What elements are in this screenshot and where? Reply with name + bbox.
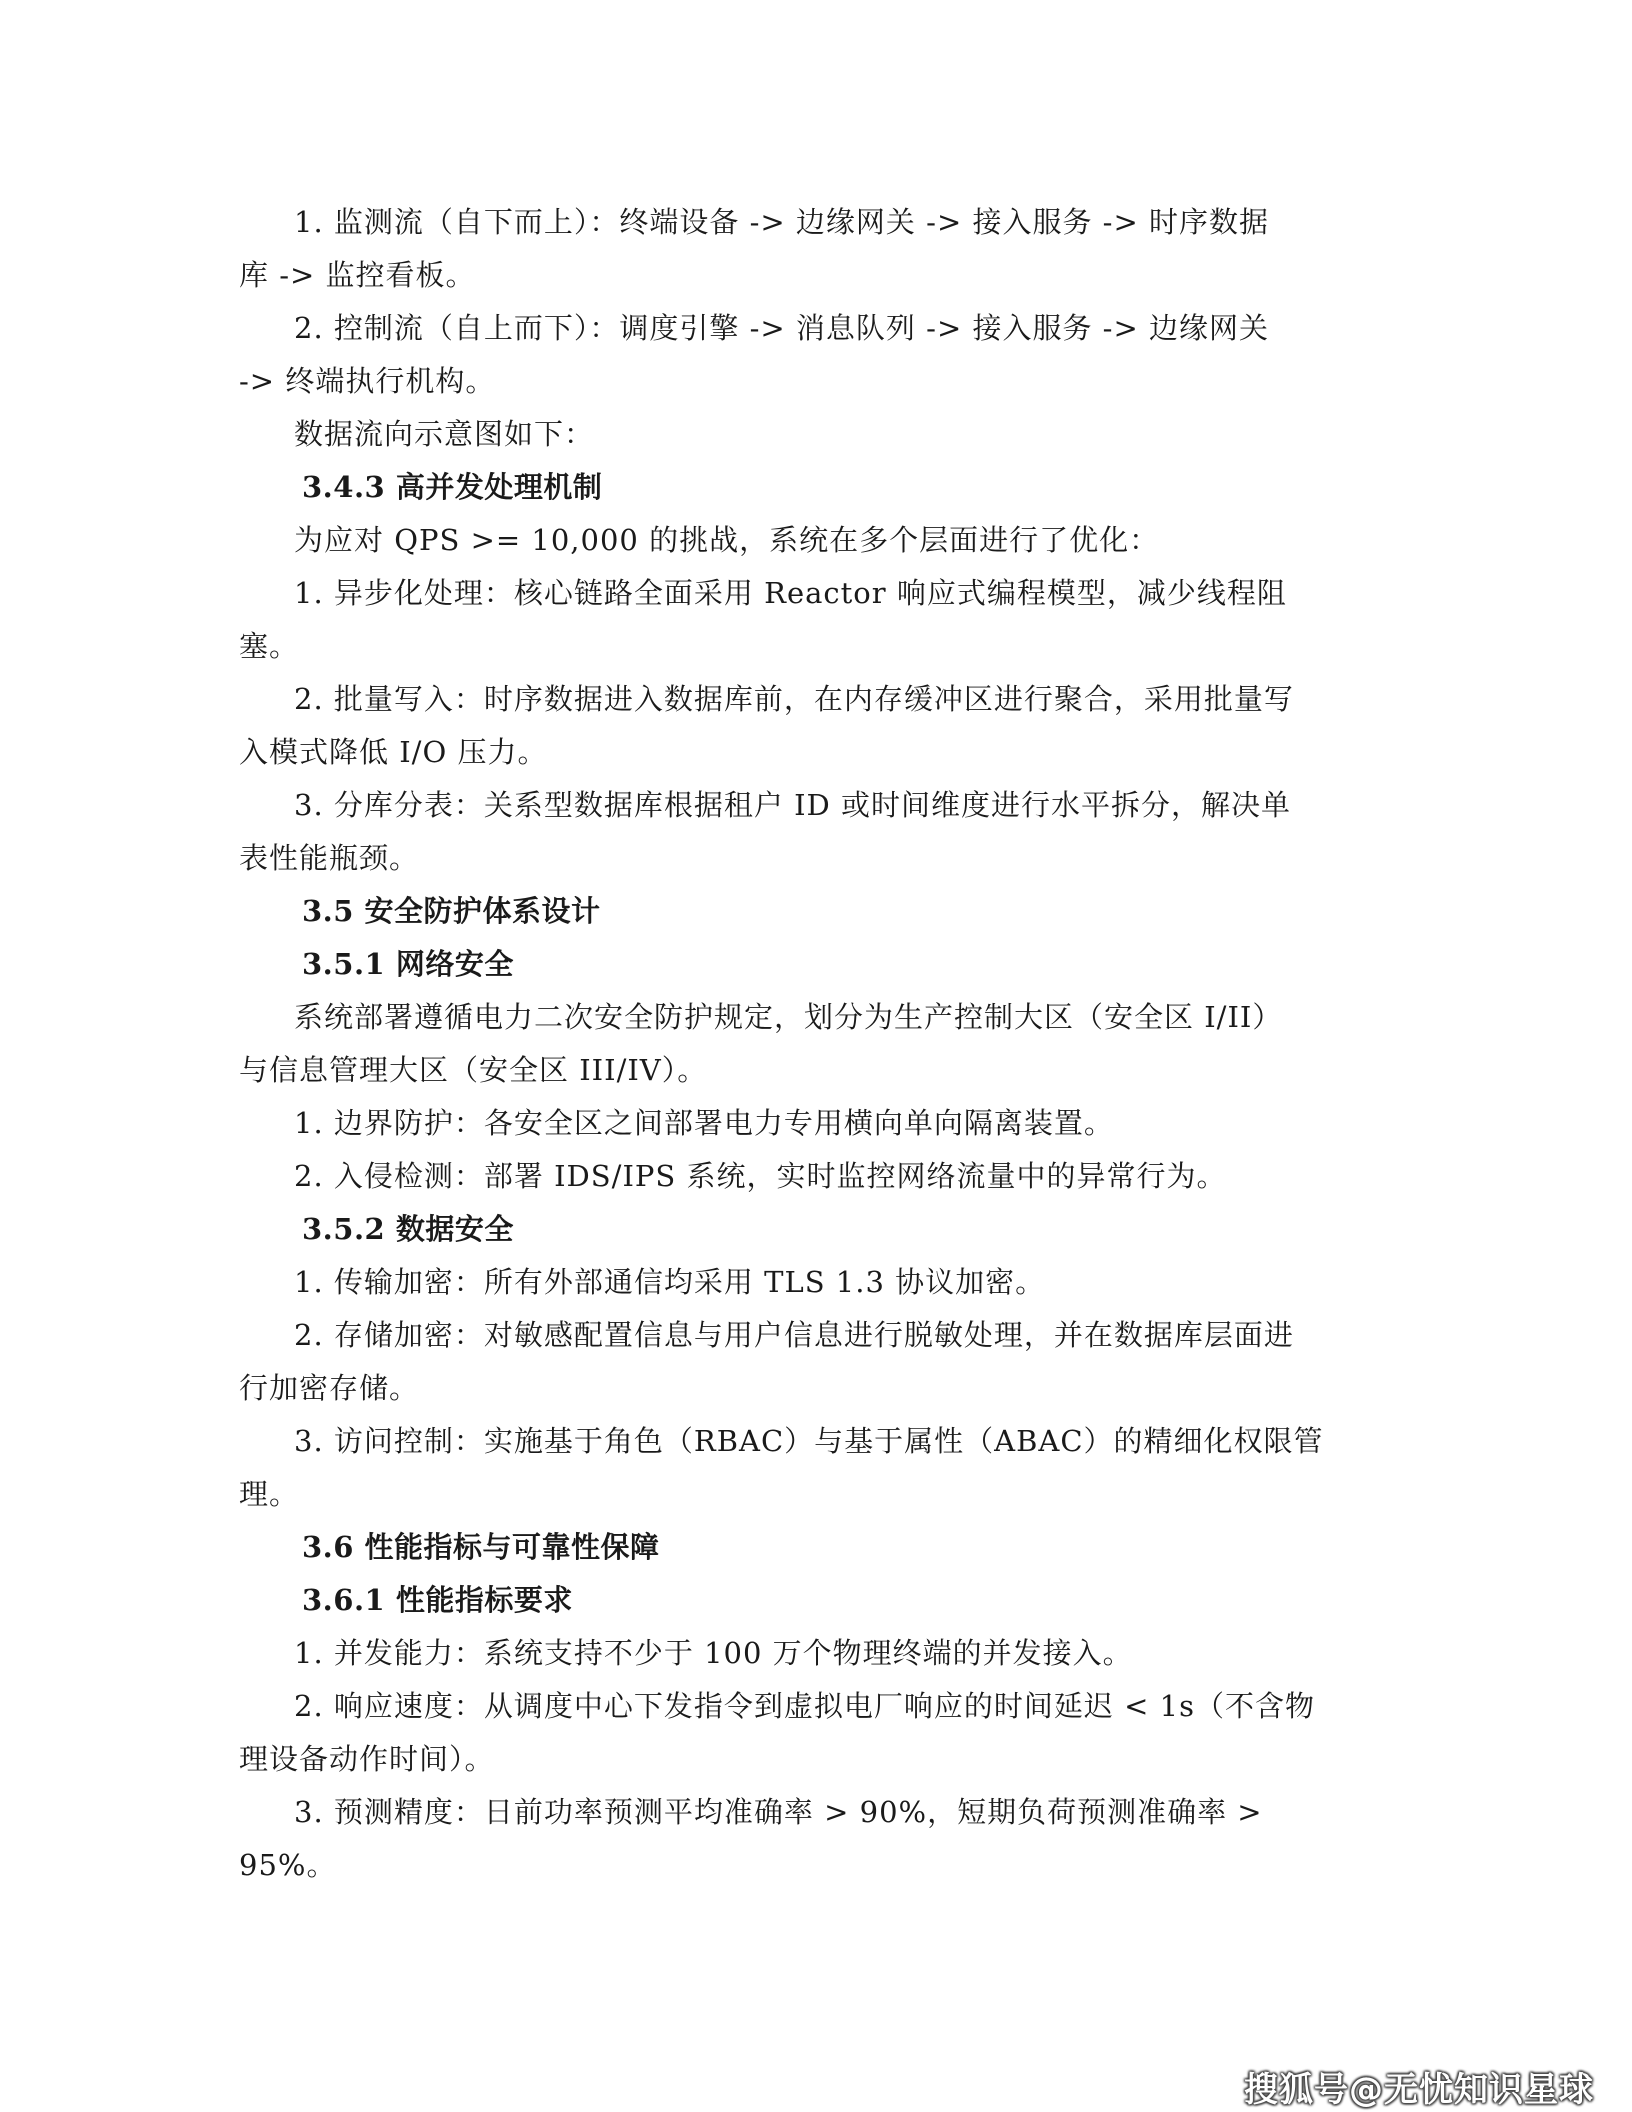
paragraph-network-security-cont: 与信息管理大区（安全区 III/IV）。 <box>239 1053 708 1087</box>
list-item-boundary: 1. 边界防护：各安全区之间部署电力专用横向单向隔离装置。 <box>294 1106 1114 1140</box>
list-item-storage-encryption: 2. 存储加密：对敏感配置信息与用户信息进行脱敏处理，并在数据库层面进 <box>294 1318 1294 1352</box>
list-item-storage-encryption-cont: 行加密存储。 <box>239 1371 420 1405</box>
list-item-batch-write: 2. 批量写入：时序数据进入数据库前，在内存缓冲区进行聚合，采用批量写 <box>294 682 1294 716</box>
list-item-monitor-flow: 1. 监测流（自下而上）：终端设备 -> 边缘网关 -> 接入服务 -> 时序数据 <box>294 205 1269 239</box>
list-item-sharding: 3. 分库分表：关系型数据库根据租户 ID 或时间维度进行水平拆分，解决单 <box>294 788 1292 822</box>
heading-3-5: 3.5 安全防护体系设计 <box>302 894 601 928</box>
list-item-control-flow: 2. 控制流（自上而下）：调度引擎 -> 消息队列 -> 接入服务 -> 边缘网关 <box>294 311 1269 345</box>
heading-3-6-1: 3.6.1 性能指标要求 <box>302 1583 573 1617</box>
list-item-forecast-accuracy: 3. 预测精度：日前功率预测平均准确率 > 90%，短期负荷预测准确率 > <box>294 1795 1263 1829</box>
heading-3-6: 3.6 性能指标与可靠性保障 <box>302 1530 660 1564</box>
list-item-concurrency: 1. 并发能力：系统支持不少于 100 万个物理终端的并发接入。 <box>294 1636 1133 1670</box>
heading-3-4-3: 3.4.3 高并发处理机制 <box>302 470 603 504</box>
list-item-async-cont: 塞。 <box>239 629 300 663</box>
list-item-access-control-cont: 理。 <box>239 1477 300 1511</box>
heading-3-5-1: 3.5.1 网络安全 <box>302 947 514 981</box>
list-item-access-control: 3. 访问控制：实施基于角色（RBAC）与基于属性（ABAC）的精细化权限管 <box>294 1424 1324 1458</box>
paragraph-network-security: 系统部署遵循电力二次安全防护规定，划分为生产控制大区（安全区 I/II） <box>294 1000 1283 1034</box>
list-item-async: 1. 异步化处理：核心链路全面采用 Reactor 响应式编程模型，减少线程阻 <box>294 576 1287 610</box>
list-item-transport-encryption: 1. 传输加密：所有外部通信均采用 TLS 1.3 协议加密。 <box>294 1265 1046 1299</box>
list-item-sharding-cont: 表性能瓶颈。 <box>239 841 420 875</box>
list-item-response-speed-cont: 理设备动作时间）。 <box>239 1742 495 1776</box>
list-item-intrusion: 2. 入侵检测：部署 IDS/IPS 系统，实时监控网络流量中的异常行为。 <box>294 1159 1227 1193</box>
paragraph-qps-intro: 为应对 QPS >= 10,000 的挑战，系统在多个层面进行了优化： <box>294 523 1160 557</box>
list-item-control-flow-cont: -> 终端执行机构。 <box>239 364 496 398</box>
list-item-monitor-flow-cont: 库 -> 监控看板。 <box>239 258 476 292</box>
watermark: 搜狐号@无忧知识星球 <box>1244 2070 1594 2110</box>
paragraph-diagram-intro: 数据流向示意图如下： <box>294 417 595 451</box>
list-item-batch-write-cont: 入模式降低 I/O 压力。 <box>239 735 548 769</box>
list-item-forecast-accuracy-cont: 95%。 <box>239 1848 337 1882</box>
list-item-response-speed: 2. 响应速度：从调度中心下发指令到虚拟电厂响应的时间延迟 < 1s（不含物 <box>294 1689 1315 1723</box>
heading-3-5-2: 3.5.2 数据安全 <box>302 1212 514 1246</box>
